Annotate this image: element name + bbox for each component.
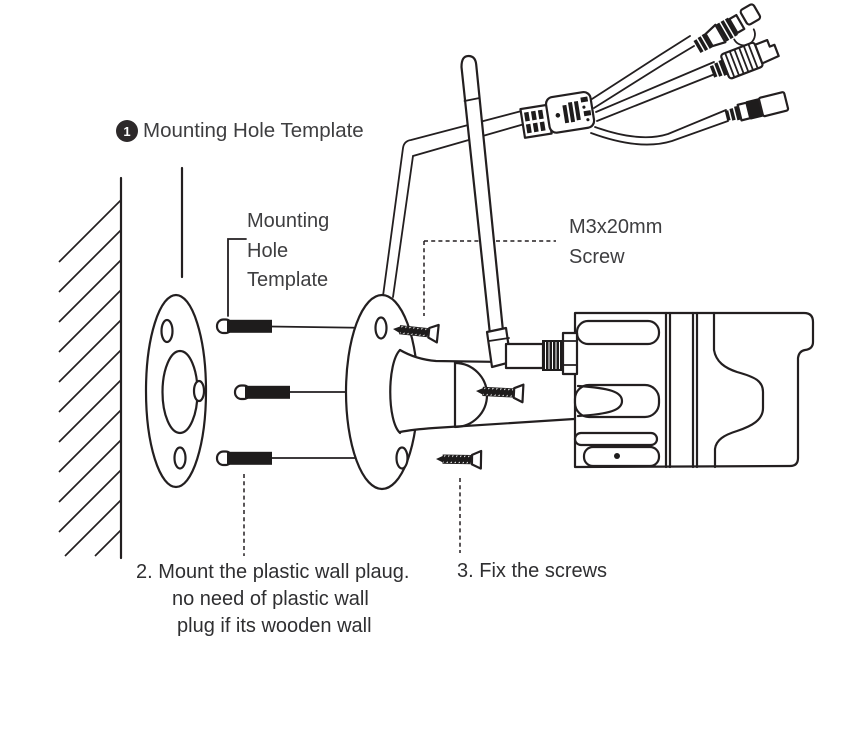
cable-splitter [519, 91, 595, 138]
bullet-camera-body [575, 313, 813, 467]
step2-note-line1: 2. Mount the plastic wall plaug. [136, 561, 410, 583]
step1-badge: 1 [116, 120, 138, 142]
camera-cable [383, 36, 728, 297]
template-callout-line3: Template [247, 269, 329, 291]
screw-callout-line2: Screw [569, 246, 625, 268]
antenna-knurled-nut [542, 340, 563, 371]
wall-hatch [59, 200, 121, 556]
template-label-leader [228, 239, 246, 316]
template-callout-line1: Mounting [247, 210, 330, 232]
mounting-hole-template-disc [146, 295, 206, 487]
power-connector [724, 92, 789, 125]
antenna-hex-collar [563, 333, 577, 374]
step2-note-line2: no need of plastic wall [172, 588, 369, 610]
template-callout-line2: Hole [247, 240, 289, 262]
m3-screw-bottom [436, 450, 481, 468]
step1-title: Mounting Hole Template [143, 119, 364, 142]
wall-plug-top [217, 320, 376, 334]
step2-note-line3: plug if its wooden wall [177, 615, 372, 637]
step3-note: 3. Fix the screws [457, 560, 608, 582]
wall [59, 178, 121, 558]
screw-callout-line1: M3x20mm [569, 216, 663, 238]
antenna-sma-barrel [506, 344, 543, 368]
